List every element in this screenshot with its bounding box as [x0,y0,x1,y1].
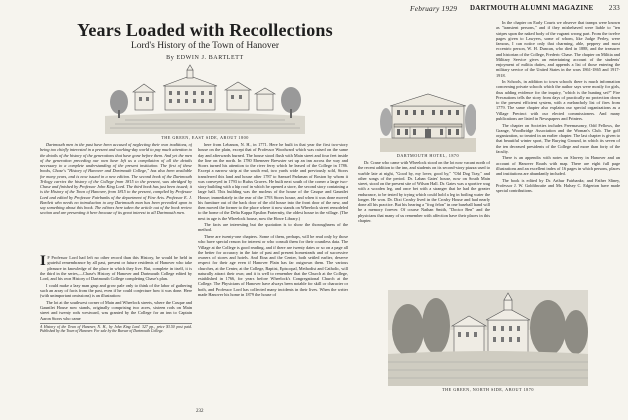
col4-paragraph-2: In Schools, in addition to town schools there is much information concerning private schools which the author says were mostly for girls, thus adding evidence for the inquiry, "which is the hunting set?" Fire Precautions tells the story from days of practically no protection down to the present efficient system, with a melancholy list of fires from 1779. The same chapter also explains our special organizations as a Village Precinct with our elected commissioners. And many publications are listed in Newspapers and Printers. [496,79,620,121]
column-4 [496,20,620,244]
col4-paragraph-4: There is an appendix with notes on Slavery in Hanover and an account of Hanover Roads with map. There are eight full page illustrations and an excellent index of 16 pages in which persons, places and institutions are abundantly included. [496,155,620,177]
intro-column [40,142,192,254]
green-north-caption: THE GREEN, NORTH SIDE, ABOUT 1870 [442,387,534,392]
col2-paragraph-1: here from Lebanon, N. H., in 1771. Here he built in that year the first two-story house on the plain, except that of Professor Woodward which was raised on the same day and afterwards burned. The house stood flush with Main street and four feet inside the line on the north. In 1780 Ebenezer Brewster set up an inn across the way and Storrs turned his attention to the river ferry which he leased of the College in 1786. Except a narrow strip at the south end, two yards wide and previously sold, Storrs transferred this land and house after 1787 to Samuel Parkman of Boston by whom it was conveyed in 1793 to Rufus Graves. He built next south of the corner a large two-story building with a hip roof in which he opened a store, the second story containing a large hall. This building was the nucleus of the house of the Casque and Gauntlet House; immediately in the rear of the 1793 Storrs house, and when it was done moved his furniture out of the back door of the old house into the front door of the new, and then moved the former to the place where it now stands on Wheelock street remodeled to the home of the Delta Kappa Epsilon Fraternity, the oldest house in the village. (The next in age is the Wheelock house, now the Howe Library.) [198,142,348,221]
green-north-illustration [388,290,588,386]
article-title: Years Loaded with Recollections [77,20,333,40]
page-number: 233 [608,4,620,12]
issue-date: February 1929 [410,4,458,13]
figure-green-north [388,290,588,392]
intro-paragraph: Dartmouth men in the past have been accused of neglecting their own traditions, of being too chiefly interested in a present and working-day world to pay much attention to the details of the history of the generations that have gone before them. And yet the men of the generation preceding our own have left us a compilation of all the details necessary to a complete understanding of the present institution. The first of these books, Chase's "History of Hanover and Dartmouth College," has also been available for many years, and is now issued in a new edition. The second book of the Dartmouth Trilogy carries the history of the College from 1815 to the present, was abridged by Chase and finished by Professor John King Lord. The third book has just been issued; it is the History of the Town of Hanover, from 1815 to the present, compiled by Professor Lord and edited by Professor Fairbanks of the department of Fine Arts. Professor E. J. Bartlett who needs no introduction to any Dartmouth man has been prevailed upon to say something about this book. The editors here taken the article out of the book review section and are presenting it here because of its great interest to all Dartmouth men. [40,142,192,216]
figure-green-east [105,64,305,140]
hotel-caption: DARTMOUTH HOTEL, 1870 [396,153,460,158]
col3-paragraph-1: Dr. Crane who came with Wheelock stood on the lot now vacant north of the recent addition to the inn, and students on its second-story piazza used to warble late at night, "Good by, my lover, good by," "Old Dog Tray," and other songs of the period. Dr. Laban Gates' house, now on South Main street, stood on the present site of Wilson Hall. Dr. Gates was a sportive wag with a wooden leg, and once bet with a stranger that he had the greater endurance, to be tested by trying which could hold a leg in boiling water the longer. He won. Dr. Dixi Crosby lived in the Crosby House and had nearly done all his practice. But his hearing a "frog felon" in one baseball hand will be a memory forever. Of course Nathan Smith, "Doctor Ben" and the physicians that many of us remember with affection have their places in this chapter. [358,160,490,223]
green-east-caption: THE GREEN, EAST SIDE, ABOUT 1800 [161,135,249,140]
col1-paragraph-3: The lot at the southwest corner of Main and Wheelock streets, where the Casque and Gauntlet House now stands, originally comprising two acres, sixteen rods on Main street and twenty rods westward, was granted by the College for an inn to Captain Aaron Storrs who came [40,299,192,321]
article-subtitle: Lord's History of the Town of Hanover [130,41,280,51]
folio: 232 [196,409,204,414]
book-footnote: A History of the Town of Hanover, N. H., by John King Lord. 327 pp., price $3.50 post paid. Published by the Town of Hanover. For sale by the Bursar of Dartmouth College. [40,324,192,334]
col1-paragraph-1: F Professor Lord had left no other record than this History, he would be held in grateful remembrance by all past, present or future residents of Hanover who take pleasure in knowledge of the place in which they live. But, complete in itself, it is the third in the series,—Chase's History of Hanover and Dartmouth College edited by Lord, and his own History of Dartmouth College completing Chase's plan. [40,255,192,281]
magazine-name: DARTMOUTH ALUMNI MAGAZINE [470,4,594,12]
drop-cap: I [40,255,46,269]
col1-paragraph-2: I could make a lazy man gasp and grow pale only to think of the labor of gathering such an array of facts from the past, even if he could conjecture how it was done. Here (with unimportant omissions) is an illustration: [40,282,192,299]
column-2 [198,142,348,406]
column-1 [40,255,192,407]
green-east-illustration [105,64,305,134]
figure-dartmouth-hotel [380,88,476,158]
col4-paragraph-3: The chapter on Societies includes Freemasonry, Odd Fellows, the Grange, Woodbridge Association and the Woman's Club. The golf organization, so treated in an earlier chapter. The last chapter is given to that beautiful winter sport, The Burying Ground, in which its seven of the ten deceased presidents of the College and more than forty of the faculty. [496,122,620,154]
running-header [410,4,620,16]
article-byline: By EDWIN J. BARTLETT [166,55,244,61]
dartmouth-hotel-illustration [380,88,476,152]
col4-paragraph-5: The book is edited by Dr. Arthur Fairbanks; and Father Sliney, Professor J. W. Goldthwaite and Mr. Halsey C. Edgerton have made special contributions. [496,177,620,194]
col2-paragraph-3: There are twenty-one chapters. Some of them, perhaps, will be read only by those who have special reason for interest or who consult them for their countless data. The Village at the College is good reading, and if there are twenty dates or so on a page all the better for accuracy in the fate of past and present homesteads and of successive owners of stores and hotels. And Etna and the Center, both settled earlier, deserve respect for their age even if Hanover Plain has far outgrown them. The various churches, at the Center, at the College, Baptist, Episcopal, Methodist and Catholic, will naturally attract their own; and it is well to remember that the Church at the College, established in 1766, for years before Wheelock's Congregational Church at the College. The Physicians of Hanover have always been notable for skill or character or both, and Professor Lord has collected many incidents in their lives. When the writer made Hanover his home in 1879 the house of [198,234,348,297]
column-3 [358,160,490,242]
col2-paragraph-2: The facts are interesting but the quotation is to show the thoroughness of the method. [198,222,348,233]
col4-paragraph-1: In the chapter on Early Courts we observe that tramps were known as "transient persons," and if they misbehaved were liable to "ten stripes upon the naked body of the vagrant wrong part. From the twelve pages given to Lawyers, some of whom, like Judge Perley, were famous, I can notice only that charming, able, peppery and most eccentric person, W. H. Duncan, who died in 1888, and the treasurer and historian of the College, Frederic Chase. The chapter on Militia and Military Service gives an entertaining account of the students' enjoyment of militia duties, and appends a list of those entering the military service of the United States in the wars 1861-1865 and 1917-1918. [496,20,620,78]
